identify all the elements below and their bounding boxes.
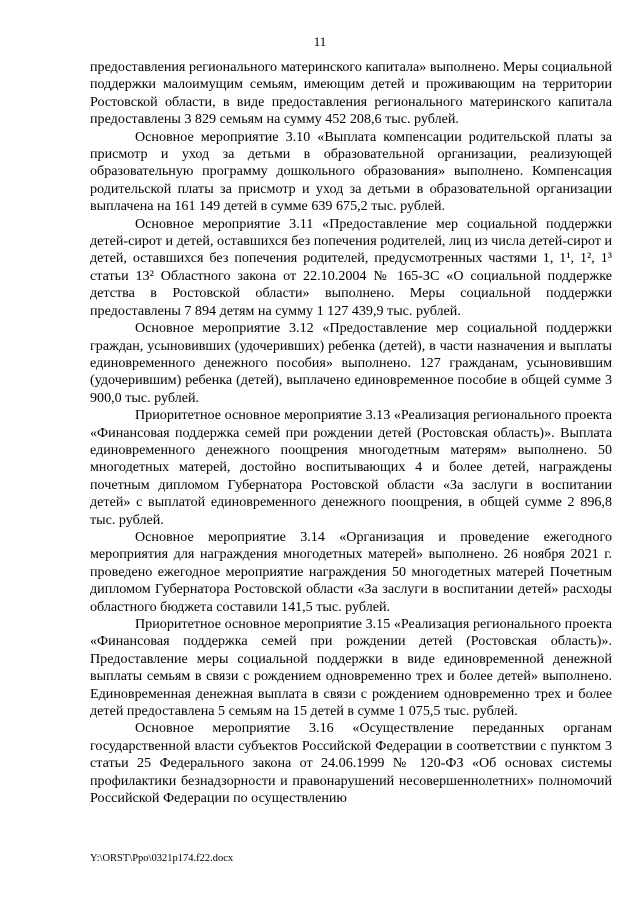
paragraph-1: предоставления регионального материнского капитала» выполнено. Меры социальной поддержки малоимущим семьям, имеющим детей и проживающим на территории Ростовской области, в виде предоставления регионального материнского капитала предоставлены 3 829 семьям на сумму 452 208,6 тыс. рублей.	[90, 59, 612, 128]
paragraph-7: Приоритетное основное мероприятие 3.15 «Реализация регионального проекта «Финансовая поддержка семей при рождении детей (Ростовская область)». Предоставление меры социальной поддержки в виде единовременной денежной выплаты семьям в связи с рождением одновременно трех и более детей» выполнено. Единовременная денежная выплата в связи с рождением одновременно трех и более детей предоставлена 5 семьям на 15 детей в сумме 1 075,5 тыс. рублей.	[90, 616, 612, 720]
page-number: 11	[313, 34, 327, 49]
paragraph-2: Основное мероприятие 3.10 «Выплата компенсации родительской платы за присмотр и уход за детьми в образовательной организации, реализующей образовательную программу дошкольного образования» выполнено. Компенсация родительской платы за присмотр и уход за детьми в образовательной организации выплачена на 161 149 детей в сумме 639 675,2 тыс. рублей.	[90, 128, 612, 215]
file-path-footer: Y:\ORST\Ppo\0321p174.f22.docx	[90, 853, 234, 864]
document-body	[90, 59, 612, 807]
paragraph-3: Основное мероприятие 3.11 «Предоставление мер социальной поддержки детей-сирот и детей, оставшихся без попечения родителей, лиц из числа детей-сирот и детей, оставшихся без попечения родителей, предусмотренных частями 1, 1¹, 1², 1³ статьи 13² Областного закона от 22.10.2004 № 165-ЗС «О социальной поддержке детства в Ростовской области» выполнено. Меры социальной поддержки предоставлены 7 894 детям на сумму 1 127 439,9 тыс. рублей.	[90, 215, 612, 319]
paragraph-6: Основное мероприятие 3.14 «Организация и проведение ежегодного мероприятия для награждения многодетных матерей» выполнено. 26 ноября 2021 г. проведено ежегодное мероприятие награждения 50 многодетных матерей Почетным дипломом Губернатора Ростовской области «За заслуги в воспитании детей» расходы областного бюджета составили 141,5 тыс. рублей.	[90, 528, 612, 615]
paragraph-5: Приоритетное основное мероприятие 3.13 «Реализация регионального проекта «Финансовая поддержка семей при рождении детей (Ростовская область)». Выплата единовременного денежного поощрения многодетным матерям» выполнено. 50 многодетных матерей, достойно воспитывающих 4 и более детей, награждены почетным дипломом Губернатора Ростовской области «За заслуги в воспитании детей» с выплатой единовременного денежного поощрения, в общей сумме 2 896,8 тыс. рублей.	[90, 407, 612, 528]
paragraph-8: Основное мероприятие 3.16 «Осуществление переданных органам государственной власти субъектов Российской Федерации в соответствии с пунктом 3 статьи 25 Федерального закона от 24.06.1999 № 120-ФЗ «Об основах системы профилактики безнадзорности и правонарушений несовершеннолетних» полномочий Российской Федерации по осуществлению	[90, 720, 612, 807]
paragraph-4: Основное мероприятие 3.12 «Предоставление мер социальной поддержки граждан, усыновивших (удочеривших) ребенка (детей), в части назначения и выплаты единовременного денежного пособия» выполнено. 127 гражданам, усыновившим (удочерившим) ребенка (детей), выплачено единовременное пособие в общей сумме 3 900,0 тыс. рублей.	[90, 320, 612, 406]
